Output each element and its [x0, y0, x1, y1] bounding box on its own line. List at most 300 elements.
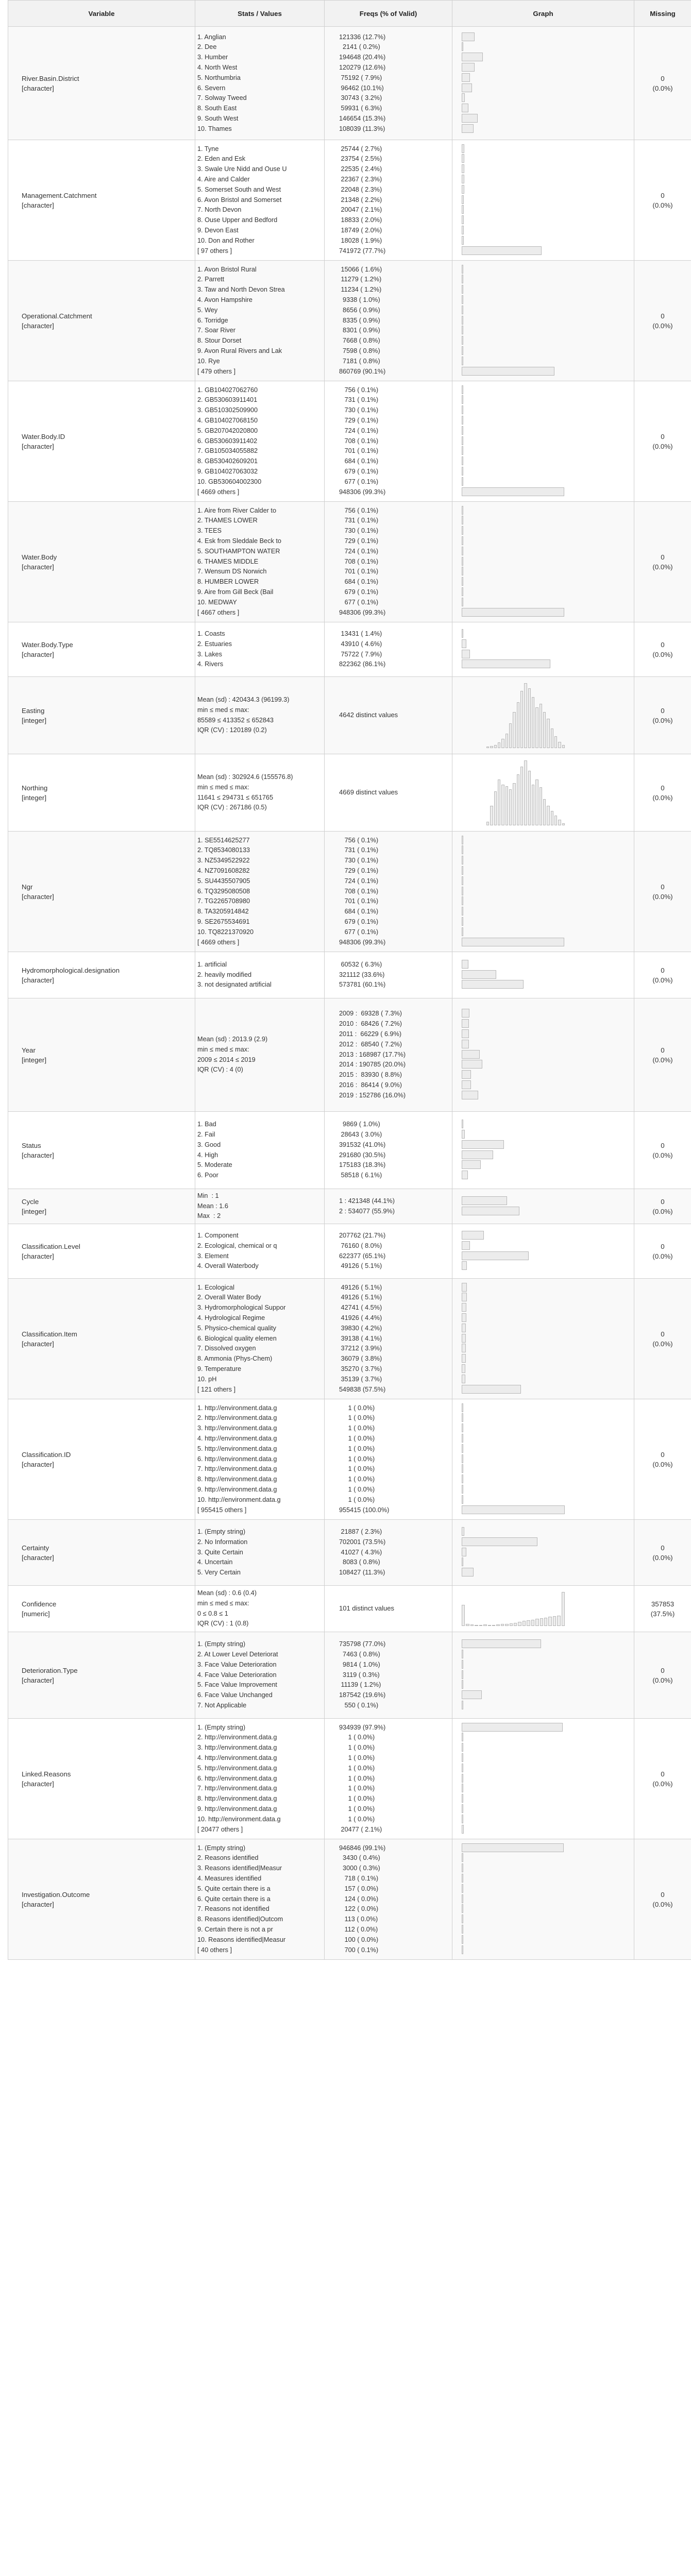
histogram-bin — [470, 1624, 474, 1626]
frequency-bar — [462, 63, 475, 72]
freq-line: 1 ( 0.0%) — [339, 1404, 375, 1412]
frequency-bar — [462, 1753, 463, 1762]
variable-cell — [8, 1399, 195, 1520]
histogram-bin — [540, 1618, 543, 1626]
variable-type: [character] — [22, 321, 54, 330]
histogram-bin — [558, 820, 561, 825]
variable-cell — [8, 381, 195, 502]
histogram-bin — [490, 806, 493, 825]
histogram-bin — [528, 688, 531, 748]
stats-line: 10. MEDWAY — [197, 598, 237, 606]
freq-line: 35270 ( 3.7%) — [339, 1365, 382, 1372]
frequency-bar — [462, 114, 478, 123]
frequency-bar — [462, 487, 564, 496]
frequency-bar — [462, 1344, 466, 1352]
frequency-bar — [462, 1815, 463, 1823]
graph-cell — [452, 261, 634, 381]
stats-values-cell — [195, 1189, 325, 1224]
histogram-bin — [518, 1622, 521, 1626]
histogram-bin — [548, 1617, 551, 1625]
table-row — [8, 1520, 691, 1586]
freq-line: 21348 ( 2.2%) — [339, 196, 382, 204]
frequency-bar — [462, 1207, 519, 1215]
stats-line: 1. Ecological — [197, 1283, 234, 1291]
stats-line: 5. SOUTHAMPTON WATER — [197, 547, 280, 555]
frequency-bar — [462, 1495, 463, 1504]
freqs-cell — [325, 1399, 452, 1520]
stats-line: 10. pH — [197, 1375, 217, 1383]
missing-percent: (0.0%) — [652, 716, 673, 724]
histogram-bin — [535, 707, 538, 748]
freq-line: 2013 : 168987 (17.7%) — [339, 1050, 406, 1058]
frequency-bar — [462, 1723, 563, 1732]
stats-line: 2. Fail — [197, 1130, 215, 1138]
histogram-bin — [554, 816, 557, 825]
graph-cell — [452, 1112, 634, 1189]
stats-values-cell — [195, 1632, 325, 1719]
histogram-bin — [528, 771, 531, 825]
freq-line: 730 ( 0.1%) — [339, 857, 379, 865]
freq-line: 1 ( 0.0%) — [339, 1774, 375, 1782]
missing-count: 0 — [661, 640, 665, 649]
frequency-bar-chart — [462, 1843, 625, 1954]
variable-name: Ngr — [22, 883, 33, 891]
frequency-bar-chart — [462, 506, 625, 617]
stats-line: 3. Good — [197, 1141, 221, 1148]
histogram-bin — [462, 1605, 465, 1626]
stats-line: 3. Face Value Deterioration — [197, 1660, 277, 1668]
frequency-bar — [462, 927, 463, 936]
missing-count: 0 — [661, 432, 665, 440]
frequency-bar-chart — [462, 1527, 625, 1577]
stats-line: [ 4669 others ] — [197, 938, 240, 946]
missing-percent: (0.0%) — [652, 1340, 673, 1348]
stats-values-cell — [195, 381, 325, 502]
freq-line: 391532 (41.0%) — [339, 1141, 386, 1148]
missing-count: 0 — [661, 1890, 665, 1899]
stats-values-cell — [195, 952, 325, 998]
histogram-bin — [501, 1624, 504, 1625]
frequency-bar — [462, 1423, 463, 1432]
variable-name: Linked.Reasons — [22, 1770, 71, 1778]
freq-line: 2010 : 68426 ( 7.2%) — [339, 1020, 402, 1028]
stats-line: 2. No Information — [197, 1538, 248, 1546]
stats-line: 8. Ammonia (Phys-Chem) — [197, 1355, 273, 1363]
variable-name: Classification.Item — [22, 1330, 77, 1338]
freqs-cell — [325, 1586, 452, 1632]
stats-line: 5. Face Value Improvement — [197, 1681, 277, 1689]
variable-name: River.Basin.District — [22, 74, 79, 82]
table-header-row — [8, 1, 691, 27]
histogram-bin — [562, 1592, 565, 1626]
variable-cell — [8, 1112, 195, 1189]
stats-line: 1. Avon Bristol Rural — [197, 265, 257, 273]
stats-line: 7. Reasons not identified — [197, 1905, 269, 1913]
missing-cell — [634, 27, 691, 140]
freqs-cell — [325, 502, 452, 622]
freq-line: 756 ( 0.1%) — [339, 386, 379, 394]
stats-line: 7. Solway Tweed — [197, 94, 247, 102]
missing-count: 0 — [661, 191, 665, 199]
missing-count: 0 — [661, 883, 665, 891]
variable-name: Management.Catchment — [22, 191, 97, 199]
frequency-bar-chart — [462, 32, 625, 133]
frequency-bar — [462, 367, 554, 376]
frequency-bar — [462, 1863, 463, 1872]
freqs-cell — [325, 1112, 452, 1189]
variable-cell — [8, 261, 195, 381]
variable-name: Investigation.Outcome — [22, 1890, 90, 1899]
frequency-bar — [462, 608, 564, 617]
freq-line: 59931 ( 6.3%) — [339, 105, 382, 112]
stats-line: 6. Quite certain there is a — [197, 1895, 271, 1903]
frequency-bar — [462, 1914, 463, 1923]
stats-line: 5. Physico-chemical quality — [197, 1324, 277, 1332]
stats-line: Mean (sd) : 302924.6 (155576.8) — [197, 773, 293, 781]
freq-line: 39830 ( 4.2%) — [339, 1324, 382, 1332]
table-row — [8, 1189, 691, 1224]
variable-cell — [8, 1189, 195, 1224]
freq-line: 2019 : 152786 (16.0%) — [339, 1091, 406, 1099]
freq-line: 731 ( 0.1%) — [339, 396, 379, 404]
frequency-bar — [462, 1303, 466, 1312]
frequency-bar — [462, 1231, 484, 1240]
frequency-bar — [462, 1764, 463, 1772]
frequency-bar — [462, 1884, 463, 1893]
missing-count: 0 — [661, 1141, 665, 1149]
stats-line: 6. Severn — [197, 84, 226, 92]
freq-line: 729 ( 0.1%) — [339, 537, 379, 545]
stats-line: 8. http://environment.data.g — [197, 1795, 277, 1803]
header-missing: Missing — [634, 1, 691, 27]
frequency-bar — [462, 236, 464, 245]
stats-line: 10. http://environment.data.g — [197, 1496, 281, 1503]
stats-line: 6. Face Value Unchanged — [197, 1691, 273, 1699]
frequency-bar — [462, 526, 463, 535]
frequency-bar — [462, 1853, 463, 1862]
frequency-bar — [462, 467, 463, 476]
freq-line: 955415 (100.0%) — [339, 1506, 390, 1514]
missing-cell — [634, 1112, 691, 1189]
frequency-bar-chart — [462, 1283, 625, 1394]
frequency-bar — [462, 1283, 467, 1292]
frequency-bar — [462, 866, 463, 875]
stats-line: 5. Moderate — [197, 1161, 232, 1169]
freq-line: 207762 (21.7%) — [339, 1231, 386, 1239]
histogram-bin — [527, 1620, 530, 1626]
stats-line: 7. Soar River — [197, 327, 236, 334]
missing-count: 0 — [661, 966, 665, 974]
frequency-bar — [462, 1784, 463, 1792]
freq-line: 8656 ( 0.9%) — [339, 306, 380, 314]
frequency-bar — [462, 1743, 463, 1752]
table-row — [8, 832, 691, 952]
freq-line: 76160 ( 8.0%) — [339, 1242, 382, 1249]
missing-cell — [634, 1399, 691, 1520]
histogram-bin — [553, 1616, 556, 1625]
freq-line: 7463 ( 0.8%) — [339, 1651, 380, 1658]
freq-line: 175183 (18.3%) — [339, 1161, 386, 1169]
variable-name: Certainty — [22, 1544, 49, 1552]
missing-cell — [634, 677, 691, 754]
stats-line: Mean (sd) : 420434.3 (96199.3) — [197, 696, 290, 703]
frequency-bar — [462, 326, 463, 334]
freq-line: 18833 ( 2.0%) — [339, 216, 382, 224]
variable-type: [character] — [22, 201, 54, 209]
frequency-bar — [462, 1091, 478, 1099]
variable-name: Hydromorphological.designation — [22, 966, 120, 974]
freqs-cell — [325, 1189, 452, 1224]
freq-line: 549838 (57.5%) — [339, 1385, 386, 1393]
frequency-bar-chart — [462, 1723, 625, 1834]
missing-percent: (0.0%) — [652, 650, 673, 658]
stats-line: 10. Rye — [197, 357, 220, 365]
frequency-bar — [462, 53, 483, 61]
stats-line: 3. Hydromorphological Suppor — [197, 1304, 286, 1312]
freq-line: 60532 ( 6.3%) — [339, 960, 382, 968]
freq-line: 157 ( 0.0%) — [339, 1885, 379, 1892]
freq-line: 2012 : 68540 ( 7.2%) — [339, 1040, 402, 1048]
freqs-cell — [325, 1632, 452, 1719]
frequency-bar — [462, 1639, 541, 1648]
freq-line: 730 ( 0.1%) — [339, 406, 379, 414]
freq-line: 18028 ( 1.9%) — [339, 236, 382, 244]
stats-line: 1. (Empty string) — [197, 1640, 246, 1648]
freq-line: 1 ( 0.0%) — [339, 1795, 375, 1803]
stats-line: 6. TQ3295080508 — [197, 887, 250, 895]
histogram-bin — [557, 1616, 560, 1626]
freq-line: 1 ( 0.0%) — [339, 1414, 375, 1422]
variable-name: Operational.Catchment — [22, 312, 92, 320]
histogram-bin — [513, 783, 515, 825]
frequency-bar — [462, 907, 463, 916]
stats-line: 3. Element — [197, 1252, 229, 1260]
header-graph: Graph — [452, 1, 634, 27]
stats-line: 2. Dee — [197, 43, 217, 51]
frequency-bar-chart — [462, 629, 625, 668]
stats-line: min ≤ med ≤ max: — [197, 1045, 249, 1053]
frequency-bar — [462, 516, 463, 524]
frequency-bar — [462, 1354, 466, 1363]
freq-line: 1 ( 0.0%) — [339, 1425, 375, 1432]
frequency-bar — [462, 1040, 469, 1048]
stats-line: 2. At Lower Level Deteriorat — [197, 1651, 278, 1658]
frequency-bar-chart — [462, 1639, 625, 1709]
freq-line: 122 ( 0.0%) — [339, 1905, 379, 1913]
freq-line: 946846 (99.1%) — [339, 1844, 386, 1852]
graph-cell — [452, 1279, 634, 1399]
header-variable: Variable — [8, 1, 195, 27]
missing-percent: (0.0%) — [652, 1460, 673, 1468]
variable-name: Deterioration.Type — [22, 1666, 78, 1674]
histogram-bin — [505, 734, 508, 748]
graph-cell — [452, 1520, 634, 1586]
stats-line: 1. (Empty string) — [197, 1528, 246, 1535]
stats-line: 6. Poor — [197, 1172, 218, 1179]
frequency-bar — [462, 405, 463, 414]
histogram-bin — [486, 747, 489, 748]
freqs-cell — [325, 677, 452, 754]
stats-line: 5. http://environment.data.g — [197, 1445, 277, 1452]
variable-type: [character] — [22, 1252, 54, 1260]
frequency-bar — [462, 1804, 463, 1813]
frequency-bar — [462, 164, 464, 173]
freq-line: 679 ( 0.1%) — [339, 918, 379, 925]
table-row — [8, 622, 691, 677]
freq-line: 9338 ( 1.0%) — [339, 296, 380, 303]
variable-type: [character] — [22, 563, 54, 571]
histogram-bin — [543, 799, 546, 825]
missing-cell — [634, 998, 691, 1112]
table-row — [8, 998, 691, 1112]
variable-type: [character] — [22, 1900, 54, 1908]
freq-line: 8083 ( 0.8%) — [339, 1558, 380, 1566]
stats-line: 3. Taw and North Devon Strea — [197, 286, 285, 294]
missing-count: 0 — [661, 1242, 665, 1250]
freqs-cell — [325, 1839, 452, 1960]
freq-line: 701 ( 0.1%) — [339, 897, 379, 905]
frequency-bar — [462, 175, 464, 183]
histogram-bin — [524, 760, 527, 825]
stats-values-cell — [195, 754, 325, 832]
histogram-bin — [505, 1624, 508, 1626]
stats-line: 3. NZ5349522922 — [197, 857, 250, 865]
frequency-bar — [462, 83, 472, 92]
stats-line: 7. Not Applicable — [197, 1701, 247, 1709]
histogram-bin — [544, 1618, 547, 1626]
frequency-bar-chart — [462, 1120, 625, 1179]
variable-cell — [8, 502, 195, 622]
stats-line: 5. GB207042020800 — [197, 427, 258, 434]
histogram-bin — [551, 811, 553, 825]
histogram-bin — [535, 779, 538, 825]
freq-line: 573781 (60.1%) — [339, 981, 386, 989]
freq-line: 7181 ( 0.8%) — [339, 357, 380, 365]
histogram — [462, 1592, 565, 1626]
frequency-bar — [462, 1690, 482, 1699]
stats-line: 5. Quite certain there is a — [197, 1885, 271, 1892]
stats-line: 2. Estuaries — [197, 640, 232, 648]
stats-line: 7. http://environment.data.g — [197, 1785, 277, 1792]
stats-line: min ≤ med ≤ max: — [197, 1599, 249, 1607]
frequency-bar — [462, 1413, 463, 1422]
frequency-bar — [462, 73, 470, 82]
frequency-bar — [462, 1527, 464, 1536]
freq-line: 677 ( 0.1%) — [339, 598, 379, 606]
freq-line: 49126 ( 5.1%) — [339, 1283, 382, 1291]
stats-line: Mean : 1.6 — [197, 1202, 228, 1210]
frequency-bar — [462, 659, 550, 668]
histogram-bin — [486, 822, 489, 825]
frequency-bar — [462, 1313, 466, 1322]
frequency-bar — [462, 1475, 463, 1483]
variable-name: Confidence — [22, 1600, 57, 1608]
stats-line: 9. Devon East — [197, 226, 239, 234]
freq-line: 708 ( 0.1%) — [339, 437, 379, 445]
histogram-bin — [501, 739, 504, 748]
frequency-bar — [462, 1080, 471, 1089]
histogram-bin — [514, 1623, 517, 1626]
histogram-bin — [517, 774, 519, 825]
freq-line: 108039 (11.3%) — [339, 125, 385, 132]
stats-line: 2. Overall Water Body — [197, 1294, 261, 1301]
stats-line: 9. GB104027063032 — [197, 467, 258, 475]
graph-cell — [452, 677, 634, 754]
missing-percent: (0.0%) — [652, 84, 673, 92]
missing-count: 0 — [661, 784, 665, 792]
frequency-bar — [462, 1434, 463, 1443]
histogram-bin — [490, 746, 493, 748]
stats-line: min ≤ med ≤ max: — [197, 706, 249, 714]
stats-line: 4. High — [197, 1151, 218, 1159]
variable-cell — [8, 622, 195, 677]
freqs-cell — [325, 832, 452, 952]
freqs-cell — [325, 952, 452, 998]
variable-type: [character] — [22, 1780, 54, 1788]
freq-line: 1 ( 0.0%) — [339, 1455, 375, 1463]
freq-line: 1 ( 0.0%) — [339, 1465, 375, 1473]
freq-line: 13431 ( 1.4%) — [339, 630, 382, 637]
histogram-bin — [543, 712, 546, 748]
missing-cell — [634, 381, 691, 502]
stats-line: 10. Thames — [197, 125, 232, 132]
missing-cell — [634, 1719, 691, 1839]
freq-line: 679 ( 0.1%) — [339, 588, 379, 596]
frequency-bar — [462, 144, 464, 153]
freq-line: 22367 ( 2.3%) — [339, 176, 382, 183]
stats-line: 2009 ≤ 2014 ≤ 2019 — [197, 1056, 256, 1063]
graph-cell — [452, 1719, 634, 1839]
stats-line: 8. Stour Dorset — [197, 337, 242, 345]
frequency-bar — [462, 577, 463, 586]
variable-cell — [8, 754, 195, 832]
frequency-bar — [462, 1444, 463, 1453]
histogram-bin — [524, 683, 527, 748]
table-row — [8, 1586, 691, 1632]
missing-cell — [634, 1632, 691, 1719]
missing-count: 0 — [661, 1544, 665, 1552]
freq-line: 41926 ( 4.4%) — [339, 1314, 382, 1321]
freqs-cell — [325, 1520, 452, 1586]
frequency-bar — [462, 836, 463, 844]
freq-line: 860769 (90.1%) — [339, 367, 386, 375]
graph-cell — [452, 1586, 634, 1632]
missing-cell — [634, 1279, 691, 1399]
freq-line: 120279 (12.6%) — [339, 63, 386, 71]
variable-name: Classification.ID — [22, 1450, 71, 1459]
freq-line: 18749 ( 2.0%) — [339, 226, 382, 234]
missing-count: 0 — [661, 1330, 665, 1338]
freq-line: 9869 ( 1.0%) — [339, 1121, 380, 1128]
variable-type: [character] — [22, 1676, 54, 1684]
graph-cell — [452, 832, 634, 952]
table-row — [8, 140, 691, 261]
variable-cell — [8, 140, 195, 261]
frequency-bar — [462, 856, 463, 865]
missing-cell — [634, 1224, 691, 1279]
stats-line: 3. Humber — [197, 54, 228, 61]
frequency-bar — [462, 1120, 463, 1128]
frequency-bar — [462, 896, 463, 905]
histogram-bin — [547, 719, 549, 748]
freq-line: 718 ( 0.1%) — [339, 1875, 379, 1882]
freq-line: 1 ( 0.0%) — [339, 1496, 375, 1503]
frequency-bar-chart — [462, 385, 625, 496]
stats-line: 1. Anglian — [197, 33, 226, 41]
frequency-bar — [462, 1293, 467, 1301]
stats-line: 1. Bad — [197, 1121, 216, 1128]
frequency-bar — [462, 1364, 465, 1373]
